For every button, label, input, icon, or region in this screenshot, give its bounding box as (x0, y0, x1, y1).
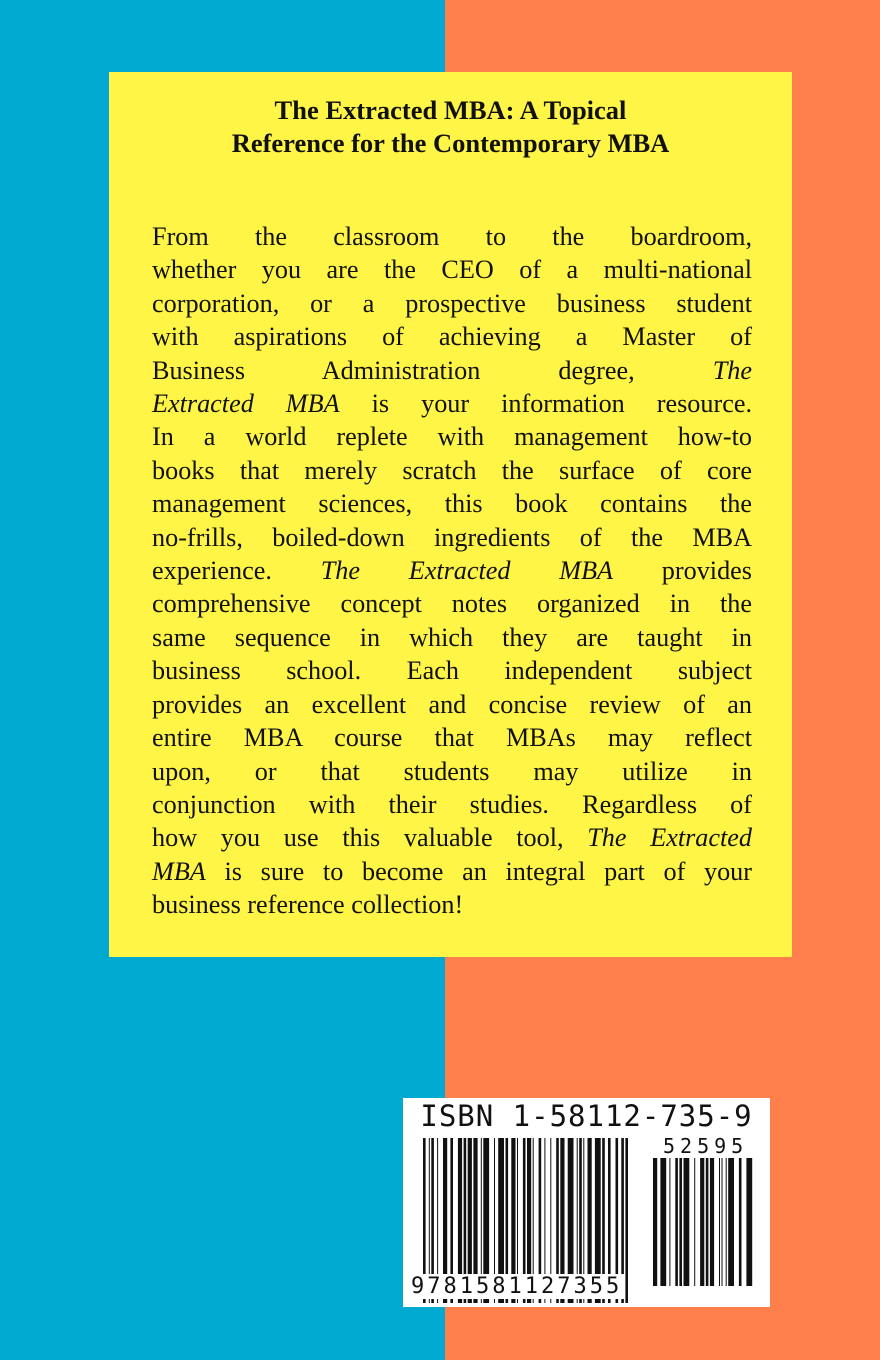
blurb-text-segment: entire MBA course that MBAs may reflect (152, 723, 752, 753)
italic-title-text: The Extracted (587, 823, 752, 853)
isbn-label: ISBN 1-58112-735-9 (420, 1099, 753, 1133)
barcode-addon-bars (653, 1158, 753, 1286)
blurb-line (152, 755, 752, 788)
blurb-text-segment: no-frills, boiled-down ingredients of the MBA (152, 522, 752, 552)
blurb-text-segment: provides (613, 556, 752, 586)
blurb-text-segment: experience. (152, 556, 321, 586)
blurb-text-segment: same sequence in which they are taught in (152, 622, 752, 652)
barcode-bar (684, 1158, 690, 1286)
blurb-text-segment: is sure to become an integral part of your (205, 856, 752, 886)
blurb-text-segment: books that merely scratch the surface of core (152, 455, 752, 485)
barcode-bar (728, 1158, 734, 1286)
barcode-bar (653, 1158, 657, 1286)
barcode-bar (660, 1158, 666, 1286)
barcode-bar (694, 1158, 695, 1286)
blurb-text-segment: how you use this valuable tool, (152, 823, 588, 853)
blurb-text-segment: business school. Each independent subject (152, 656, 752, 686)
barcode-bar (700, 1158, 704, 1286)
italic-title-text: The (712, 355, 752, 385)
barcode-bar (706, 1158, 709, 1286)
barcode-bar (679, 1158, 682, 1286)
blurb-text-segment: Business Administration degree, (152, 355, 713, 385)
blurb-text-segment: whether you are the CEO of a multi-national (152, 255, 752, 285)
ean-number: 9781581127355 (411, 1274, 623, 1299)
blurb-line (152, 320, 752, 353)
barcode-bar (722, 1158, 723, 1286)
blurb-text-segment: conjunction with their studies. Regardless of (152, 789, 752, 819)
barcode-bar (710, 1158, 714, 1286)
title-line: Reference for the Contemporary MBA (231, 128, 670, 158)
blurb-line (152, 554, 752, 587)
blurb-text-segment: with aspirations of achieving a Master of (152, 322, 752, 352)
price-code: 52595 (663, 1134, 749, 1158)
blurb-text-segment: is your information resource. (339, 389, 753, 419)
blurb-line (152, 387, 752, 420)
blurb-line (152, 821, 752, 854)
barcode-bar (726, 1158, 727, 1286)
blurb-line (152, 721, 752, 754)
blurb-text-segment: In a world replete with management how-to (152, 422, 752, 452)
blurb-line (152, 287, 752, 320)
blurb-line (152, 220, 752, 253)
italic-title-text: Extracted MBA (152, 389, 340, 419)
blurb-text-segment: From the classroom to the boardroom, (152, 222, 752, 251)
blurb-text-segment: upon, or that students may utilize in (152, 756, 752, 786)
blurb-line (152, 454, 752, 487)
barcode-bar (669, 1158, 670, 1286)
italic-title-text: MBA (152, 856, 206, 886)
italic-title-text: The Extracted MBA (320, 556, 614, 586)
barcode-bar (719, 1158, 720, 1286)
blurb-line (152, 654, 752, 687)
barcode-bar (746, 1158, 752, 1286)
blurb-line (152, 420, 752, 453)
book-title (109, 94, 792, 160)
blurb-text-segment: comprehensive concept notes organized in the (152, 589, 752, 619)
blurb-line (152, 788, 752, 821)
isbn-barcode (403, 1098, 770, 1307)
blurb-line (152, 253, 752, 286)
blurb-line (152, 587, 752, 620)
blurb-text-segment: business reference collection! (152, 890, 464, 920)
blurb-line (152, 688, 752, 721)
title-line: The Extracted MBA: A Topical (274, 95, 627, 125)
barcode-bar (739, 1158, 742, 1286)
blurb-line (152, 521, 752, 554)
blurb-line (152, 855, 752, 888)
blurb-text-segment: corporation, or a prospective business student (152, 288, 752, 318)
blurb-text (152, 220, 752, 922)
blurb-text-segment: management sciences, this book contains the (152, 489, 752, 519)
blurb-line (152, 487, 752, 520)
blurb-line (152, 354, 752, 387)
blurb-text-segment: provides an excellent and concise review of an (152, 689, 752, 719)
blurb-panel (109, 72, 792, 957)
blurb-line (152, 888, 752, 921)
barcode-bar (625, 1138, 628, 1303)
blurb-line (152, 621, 752, 654)
barcode-bar (675, 1158, 678, 1286)
